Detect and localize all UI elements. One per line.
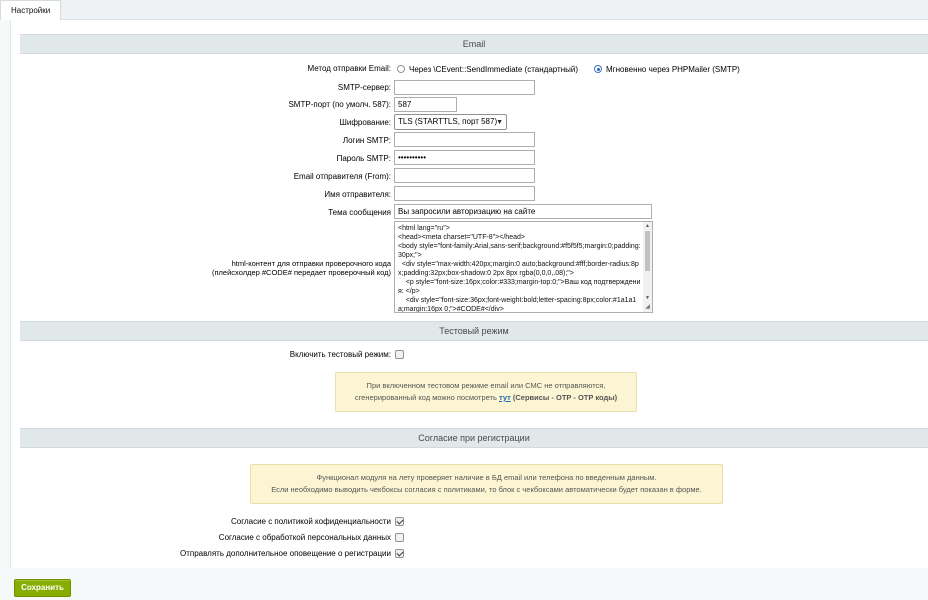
tab-settings[interactable]: Настройки [0, 0, 61, 20]
save-button[interactable]: Сохранить [14, 579, 71, 597]
test-mode-notice-prefix: сгенерированный код можно посмотреть [354, 393, 497, 402]
radio-send-immediate[interactable] [397, 65, 405, 73]
smtp-login-label: Логин SMTP: [342, 136, 391, 145]
section-header-test-mode: Тестовый режим [20, 321, 928, 341]
html-content-text: <html lang="ru"> <head><meta charset="UTF-8"></head> <body style="font-family:Arial,sans-serif;background:#f5f5f5;margin:0;padding:30px;"> <div style="max-width:420px;margin:0 auto;background:#fff;border-radius:8px;padding:32px;box-shadow:0 2px 8px rgba(0,0,0,.08);"> <p style="font-size:16px;color:#333;margin-top:0;">Ваш код подтверждения: </p> <div style="font-size:36px;font-weight:bold;letter-spacing:8px;color:#1a1a1a;margin:16px 0;">#CODE#</div> [398, 225, 641, 313]
radio-phpmailer-smtp[interactable] [594, 65, 602, 73]
test-mode-checkbox[interactable] [395, 350, 404, 359]
subject-input[interactable]: Вы запросили авторизацию на сайте [394, 204, 652, 219]
html-content-label-line1: html-контент для отправки проверочного кода [231, 259, 391, 268]
sender-name-label: Имя отправителя: [324, 190, 391, 199]
html-content-label-line2: (плейсхолдер #CODE# передает проверочный код) [211, 268, 391, 277]
chevron-down-icon: ▼ [496, 119, 503, 126]
sender-name-input[interactable] [394, 186, 535, 201]
section-header-email: Email [20, 34, 928, 54]
consent-personal-data-label: Согласие с обработкой персональных данных [218, 533, 391, 542]
smtp-password-input[interactable]: •••••••••• [394, 150, 535, 165]
tab-bar [0, 0, 928, 20]
radio-send-immediate-label[interactable]: Через \CEvent::SendImmediate (стандартный) [409, 64, 579, 74]
smtp-server-input[interactable] [394, 80, 535, 95]
test-mode-notice-line1: При включенном тестовом режиме email или СМС не отправляются, [366, 381, 606, 390]
consent-notice-line2: Если необходимо выводить чекбоксы согласия с политиками, то блок с чекбоксами автоматически будет показан в форме. [271, 485, 702, 494]
consent-privacy-label: Согласие с политикой кофиденциальности [230, 517, 391, 526]
encryption-label: Шифрование: [339, 118, 391, 127]
consent-personal-data-checkbox[interactable] [395, 533, 404, 542]
encryption-select-value: TLS (STARTTLS, порт 587) [398, 117, 498, 126]
smtp-server-label: SMTP-сервер: [337, 83, 391, 92]
subject-label: Тема сообщения [328, 208, 391, 217]
from-email-input[interactable] [394, 168, 535, 183]
consent-privacy-checkbox[interactable] [395, 517, 404, 526]
consent-notice-line1: Функционал модуля на лету проверяет наличие в БД email или телефона по введенным данным. [316, 473, 657, 482]
from-email-label: Email отправителя (From): [293, 172, 391, 181]
encryption-select[interactable] [394, 114, 507, 130]
resize-grip-icon[interactable]: ◢ [643, 303, 652, 312]
consent-notice [250, 464, 723, 504]
send-method-label: Метод отправки Email: [307, 64, 391, 73]
scroll-thumb[interactable] [645, 231, 650, 271]
section-header-consent: Согласие при регистрации [20, 428, 928, 448]
scroll-up-icon[interactable]: ▲ [645, 223, 650, 229]
otp-codes-link[interactable]: тут [498, 393, 511, 402]
smtp-port-label: SMTP-порт (по умолч. 587): [288, 100, 391, 109]
test-mode-notice [335, 372, 637, 412]
test-mode-notice-line2 [336, 392, 636, 404]
send-method-radio-group [397, 63, 756, 75]
smtp-login-input[interactable] [394, 132, 535, 147]
radio-phpmailer-smtp-label[interactable]: Мгновенно через PHPMailer (SMTP) [606, 64, 740, 74]
extra-notification-label: Отправлять дополнительное оповещение о регистрации [179, 549, 391, 558]
test-mode-notice-suffix: (Сервисы - OTP - OTP коды) [512, 393, 618, 402]
scroll-down-icon[interactable]: ▼ [645, 295, 650, 301]
extra-notification-checkbox[interactable] [395, 549, 404, 558]
smtp-port-input[interactable]: 587 [394, 97, 457, 112]
smtp-password-label: Пароль SMTP: [336, 154, 391, 163]
test-mode-label: Включить тестовый режим: [289, 350, 391, 359]
textarea-scrollbar[interactable] [643, 222, 652, 312]
html-content-textarea[interactable] [394, 221, 653, 313]
